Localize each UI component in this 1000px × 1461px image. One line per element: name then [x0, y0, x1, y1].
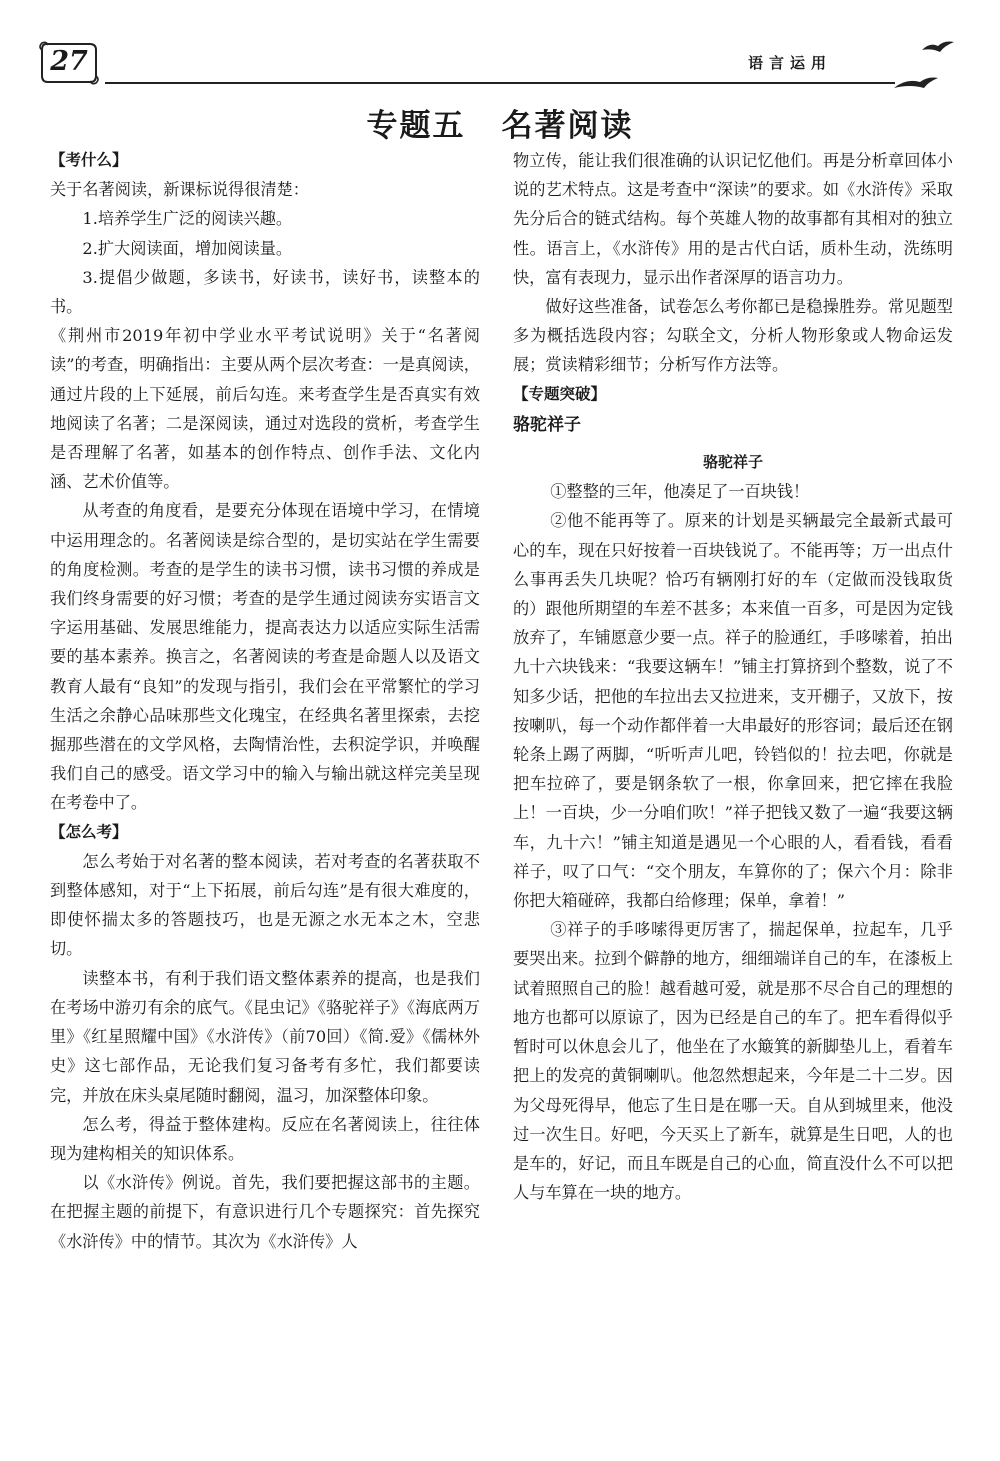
paragraph: ①整整的三年，他凑足了一百块钱！: [550, 482, 810, 502]
title-part-2: 名著阅读: [501, 108, 634, 144]
paragraph: 关于名著阅读，新课标说得很清楚：: [50, 180, 309, 200]
section-tag: 语言运用: [748, 54, 833, 72]
birds-icon: [888, 36, 958, 91]
subsection-heading: 骆驼祥子: [513, 414, 581, 435]
paragraph: 物立传，能让我们很准确的认识记忆他们。再是分析章回体小说的艺术特点。这是考查中“深读”的要求。如《水浒传》采取先分后合的链式结构。每个英雄人物的故事都有其相对的独立性。语言上，《水浒传》用的是古代白话，质朴生动，洗练明快，富有表现力，显示出作者深厚的语言功力。: [513, 151, 953, 287]
section-heading: 【专题突破】: [513, 384, 607, 403]
paragraph: 做好这些准备，试卷怎么考你都已是稳操胜券。常见题型多为概括选段内容；勾联全文，分析人物形象或人物命运发展；赏读精彩细节；分析写作方法等。: [513, 297, 953, 375]
section-heading: 【怎么考】: [50, 822, 128, 841]
paragraph: 怎么考，得益于整体建构。反应在名著阅读上，往往体现为建构相关的知识体系。: [50, 1114, 480, 1163]
paragraph: 从考查的角度看，是要充分体现在语境中学习，在情境中运用理念的。名著阅读是综合型的，是切实站在学生需要的角度检测。考查的是学生的读书习惯，读书习惯的养成是我们终身需要的好习惯；考查的是学生通过阅读夯实语言文字运用基础、发展思维能力，提高表达力以适应实际生活需要的基本素养。换言之，名著阅读的考查是命题人以及语文教育人最有“良知”的发现与指引，我们会在平常繁忙的学习生活之余静心品味那些文化瑰宝，在经典名著里探索，去挖掘那些潜在的文学风格，去陶情治性，去积淀学识，并唤醒我们自己的感受。语文学习中的输入与输出就这样完美呈现在考卷中了。: [50, 501, 480, 813]
paragraph: 2.扩大阅读面，增加阅读量。: [82, 238, 293, 258]
left-column: [50, 146, 480, 1256]
paragraph: ③祥子的手哆嗦得更厉害了，揣起保单，拉起车，几乎要哭出来。拉到个僻静的地方，细细端详自己的车，在漆板上试着照照自己的脸！越看越可爱，就是那不尽合自己的理想的地方也都可以原谅了，因为已经是自己的车了。把车看得似乎暂时可以休息会儿了，他坐在了水簸箕的新脚垫儿上，看着车把上的发亮的黄铜喇叭。他忽然想起来，今年是二十二岁。因为父母死得早，他忘了生日是在哪一天。自从到城里来，他没过一次生日。好吧，今天买上了新车，就算是生日吧，人的也是车的，好记，而且车既是自己的心血，简直没什么不可以把人与车算在一块的地方。: [513, 920, 953, 1203]
header-rule: [105, 82, 895, 84]
page-title: [0, 100, 1000, 145]
paragraph: 《荆州市2019年初中学业水平考试说明》关于“名著阅读”的考查，明确指出：主要从两个层次考查：一是真阅读，通过片段的上下延展，前后勾连。来考查学生是否真实有效地阅读了名著；二是深阅读，通过对选段的赏析，考查学生是否理解了名著，如基本的创作特点、创作手法、文化内涵、艺术价值等。: [50, 326, 480, 492]
paragraph: 以《水浒传》例说。首先，我们要把握这部书的主题。在把握主题的前提下，有意识进行几个专题探究：首先探究《水浒传》中的情节。其次为《水浒传》人: [50, 1173, 480, 1251]
paragraph: 1.培养学生广泛的阅读兴趣。: [82, 209, 293, 229]
paragraph: 读整本书，有利于我们语文整体素养的提高，也是我们在考场中游刃有余的底气。《昆虫记》《骆驼祥子》《海底两万里》《红星照耀中国》《水浒传》（前70回）《简.爱》《儒林外史》这七部作品，无论我们复习备考有多忙，我们都要读完，并放在床头桌尾随时翻阅，温习，加深整体印象。: [50, 968, 480, 1105]
excerpt-title: 骆驼祥子: [702, 453, 763, 472]
paragraph: 怎么考始于对名著的整本阅读，若对考查的名著获取不到整体感知，对于“上下拓展，前后勾连”是有很大难度的，即使怀揣太多的答题技巧，也是无源之水无本之木，空悲切。: [50, 851, 480, 959]
title-part-1: 专题五: [366, 108, 466, 144]
right-column: [513, 146, 953, 1207]
paragraph: ②他不能再等了。原来的计划是买辆最完全最新式最可心的车，现在只好按着一百块钱说了。不能再等；万一出点什么事再丢失几块呢？恰巧有辆刚打好的车（定做而没钱取货的）跟他所期望的车差不甚多；本来值一百多，可是因为定钱放弃了，车铺愿意少要一点。祥子的脸通红，手哆嗦着，拍出九十六块钱来：“我要这辆车！”铺主打算挤到个整数，说了不知多少话，把他的车拉出去又拉进来，支开棚子，又放下，按按喇叭，每一个动作都伴着一大串最好的形容词；最后还在钢轮条上踢了两脚，“听听声儿吧，铃铛似的！拉去吧，你就是把车拉碎了，要是钢条软了一根，你拿回来，把它摔在我脸上！一百块，少一分咱们吹！”祥子把钱又数了一遍“我要这辆车，九十六！”铺主知道是遇见一个心眼的人，看看钱，看看祥子，叹了口气：“交个朋友，车算你的了；保六个月：除非你把大箱碰碎，我都白给修理；保单，拿着！”: [513, 511, 953, 911]
paragraph: 3.提倡少做题，多读书，好读书，读好书，读整本的书。: [50, 267, 480, 317]
page-number: 27: [50, 46, 88, 77]
section-heading: 【考什么】: [50, 151, 128, 169]
page-number-badge: [38, 38, 100, 86]
